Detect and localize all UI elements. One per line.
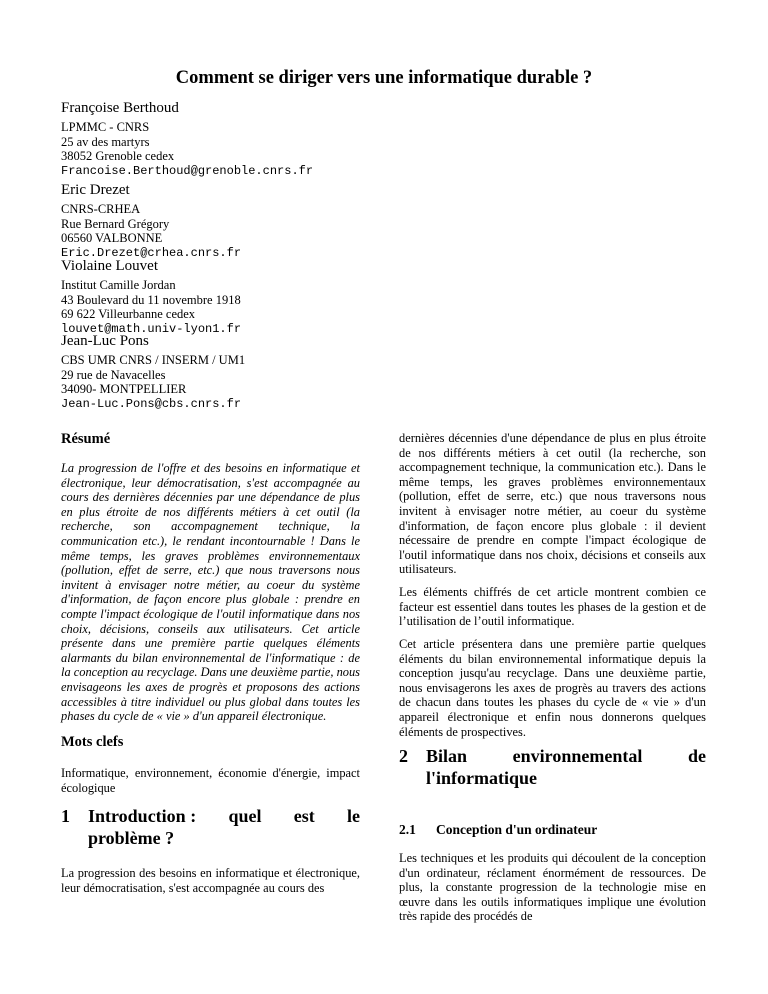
author-name: Violaine Louvet — [61, 258, 158, 274]
section-title-word: Introduction : — [88, 806, 197, 826]
author-block-2 — [61, 181, 241, 260]
author-city: 34090- MONTPELLIER — [61, 382, 187, 396]
section-1-heading — [61, 805, 360, 849]
intro-paragraph-2: Les éléments chiffrés de cet article montrent combien ce facteur est essentiel dans toutes les phases de la gestion et de l’utilisation de l’outil informatique. — [399, 585, 706, 629]
keywords-heading: Mots clefs — [61, 734, 124, 750]
author-affiliation: CNRS-CRHEA — [61, 202, 141, 216]
paper-title: Comment se diriger vers une informatique durable ? — [175, 68, 593, 88]
author-affiliation: LPMMC - CNRS — [61, 120, 150, 134]
author-city: 69 622 Villeurbanne cedex — [61, 307, 196, 321]
section-title-line: problème ? — [88, 828, 175, 848]
subsection-2-1-number: 2.1 — [399, 822, 416, 837]
section-title-word: le — [347, 806, 360, 826]
section-title-word: Bilan — [426, 746, 468, 766]
intro-paragraph-cont: dernières décennies d'une dépendance de plus en plus étroite de nos différents métiers à cet outil (la recherche, son accompagnement technique, la communication etc.). Dans le même temps, les graves problèmes environnementaux (pollution, effet de serre, etc.) que nous traversons nous invitent à envisager notre métier, au coeur du système d'information, de façon encore plus globale : il devient nécessaire de prendre en compte l'impact écologique de l'outil informatique dans nos choix, décisions et conseils aux utilisateurs. — [399, 431, 706, 577]
author-affiliation: CBS UMR CNRS / INSERM / UM1 — [61, 353, 246, 367]
author-email: Jean-Luc.Pons@cbs.cnrs.fr — [61, 396, 242, 411]
author-name: Jean-Luc Pons — [61, 333, 149, 349]
section-title-word: quel — [228, 806, 262, 826]
author-city: 06560 VALBONNE — [61, 231, 163, 245]
author-email: louvet@math.univ-lyon1.fr — [61, 321, 242, 336]
section-title-word: est — [293, 806, 315, 826]
section-2-1-paragraph: Les techniques et les produits qui découlent de la conception d'un ordinateur, réclament énormément de ressources. De plus, la constante progression de la technologie mise en œuvre dans les outils informatiques implique une évolution très rapide des procédés de — [399, 851, 706, 924]
author-address: Rue Bernard Grégory — [61, 216, 170, 231]
author-address: 29 rue de Navacelles — [61, 367, 166, 382]
author-address: 43 Boulevard du 11 novembre 1918 — [61, 292, 241, 307]
section-number: 2 — [399, 746, 408, 766]
section-title-word: environnemental — [512, 746, 643, 766]
keywords-text: Informatique, environnement, économie d'énergie, impact écologique — [61, 766, 360, 795]
author-city: 38052 Grenoble cedex — [61, 149, 175, 163]
author-block-4 — [61, 332, 245, 411]
subsection-2-1-title: Conception d'un ordinateur — [436, 822, 598, 837]
abstract-text: La progression de l'offre et des besoins en informatique et électronique, leur démocratisation, s'est accompagnée au cours des dernières décennies par une dépendance de plus en plus étroite de nos différents métiers à cet outil (la recherche, son accompagnement technique, la communication etc.), le rendant incontournable ! Dans le même temps, les graves problèmes environnementaux (pollution, effet de serre, etc.) que nous traversons nous invitent à envisager notre métier, au coeur du système d'information, de façon encore plus globale : prendre en compte l'impact écologique de l'outil informatique dans nos choix, décisions, conseils aux utilisateurs. Cet article présente dans une première partie quelques éléments alarmants du bilan environnemental de l'informatique : de la conception au recyclage. Dans une deuxième partie, nous envisageons les axes de progrès et proposons des actions accessibles à titre individuel ou plus global dans toutes les phases du cycle de « vie » d'un appareil électronique. — [61, 461, 360, 724]
author-block-3 — [61, 257, 241, 336]
author-affiliation: Institut Camille Jordan — [61, 278, 176, 292]
intro-paragraph-3: Cet article présentera dans une première partie quelques éléments du bilan environnemental informatique depuis la conception jusqu'au recyclage. Dans une deuxième partie, nous envisagerons les axes de progrès au travers des actions de chacun dans toutes les phases du cycle de « vie » d'un appareil électronique et enfin nous donnerons quelques éléments de prospectives. — [399, 637, 706, 739]
section-2-heading — [399, 745, 706, 789]
author-name: Françoise Berthoud — [61, 100, 179, 116]
author-address: 25 av des martyrs — [61, 134, 150, 149]
author-email: Francoise.Berthoud@grenoble.cnrs.fr — [61, 163, 314, 178]
abstract-heading: Résumé — [61, 431, 111, 447]
author-block-1 — [61, 99, 313, 178]
author-name: Eric Drezet — [61, 182, 130, 198]
author-email: Eric.Drezet@crhea.cnrs.fr — [61, 245, 242, 260]
section-title-word: de — [687, 746, 706, 766]
section-number: 1 — [61, 806, 70, 826]
section-title-line: l'informatique — [426, 768, 537, 788]
section-1-paragraph: La progression des besoins en informatique et électronique, leur démocratisation, s'est accompagnée au cours des — [61, 866, 360, 895]
